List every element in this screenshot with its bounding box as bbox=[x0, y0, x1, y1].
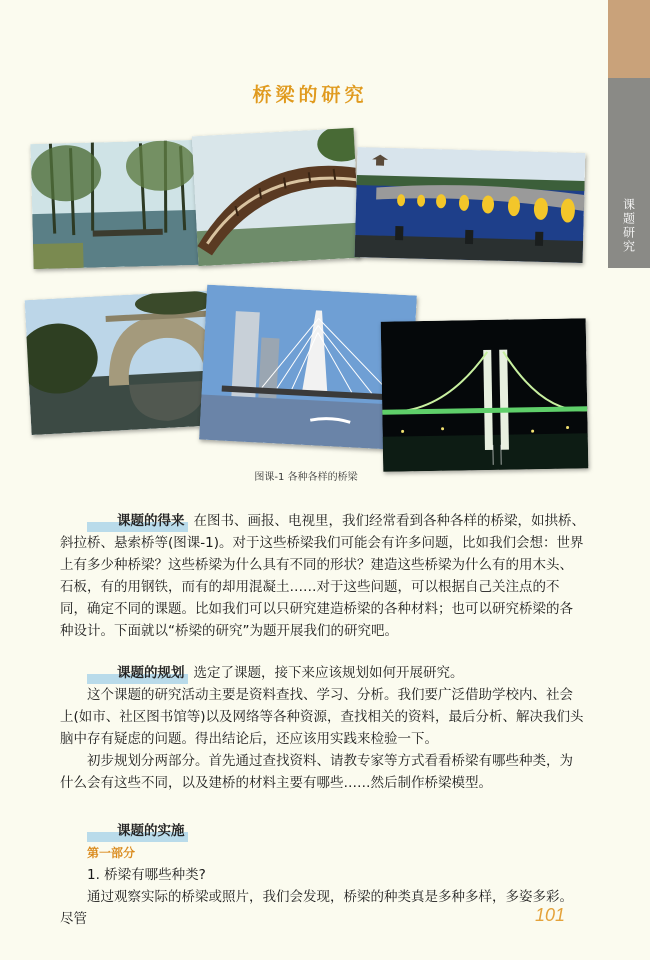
section-origin bbox=[60, 510, 585, 642]
section-plan bbox=[60, 662, 585, 794]
subheading: 第一部分 bbox=[87, 846, 136, 860]
side-tab-top bbox=[608, 0, 650, 78]
section-body: 在图书、画报、电视里，我们经常看到各种各样的桥梁，如拱桥、斜拉桥、悬索桥等(图课-1)。对于这些桥梁我们可能会有许多问题，比如我们会想：世界上有多少种桥梁？这些桥梁为什么具有不同的形状？建造这些桥梁为什么有的用木头、石板，有的用钢铁，而有的却用混凝土……对于这些问题，可以根据自己关注点的不同，确定不同的课题。比如我们可以只研究建造桥梁的各种材料；也可以研究桥梁的各种设计。下面就以“桥梁的研究”为题开展我们的研究吧。 bbox=[60, 513, 585, 639]
side-tab-label: 课题研究 bbox=[621, 198, 636, 254]
paragraph: 这个课题的研究活动主要是资料查找、学习、分析。我们要广泛借助学校内、社会上(如市、社区图书馆等)以及网络等各种资源，查找相关的资料，最后分析、解决我们头脑中存有疑虑的问题。得出结论后，还应该用实践来检验一下。 bbox=[60, 687, 584, 747]
photo-tree-bridge bbox=[30, 140, 198, 269]
section-heading: 课题的规划 bbox=[87, 662, 188, 684]
section-lead: 选定了课题，接下来应该规划如何开展研究。 bbox=[193, 665, 464, 681]
section-heading: 课题的实施 bbox=[87, 820, 188, 842]
section-implementation bbox=[60, 820, 585, 930]
section-heading: 课题的得来 bbox=[87, 510, 188, 532]
photo-suspension-bridge bbox=[381, 318, 589, 472]
photo-wooden-arch-bridge bbox=[192, 128, 361, 266]
photo-stone-arch-bridge bbox=[25, 290, 227, 435]
paragraph: 通过观察实际的桥梁或照片，我们会发现，桥梁的种类真是多种多样，多姿多彩。尽管 bbox=[60, 889, 573, 927]
photo-multi-arch-bridge bbox=[355, 147, 586, 263]
figure-caption: 图课-1 各种各样的桥梁 bbox=[254, 472, 358, 483]
page-title: 桥梁的研究 bbox=[252, 84, 368, 106]
question: 1. 桥梁有哪些种类? bbox=[87, 867, 206, 883]
page-number: 101 bbox=[535, 905, 566, 925]
paragraph: 初步规划分两部分。首先通过查找资料、请教专家等方式看看桥梁有哪些种类，为什么会有这些不同，以及建桥的材料主要有哪些……然后制作桥梁模型。 bbox=[60, 753, 573, 791]
